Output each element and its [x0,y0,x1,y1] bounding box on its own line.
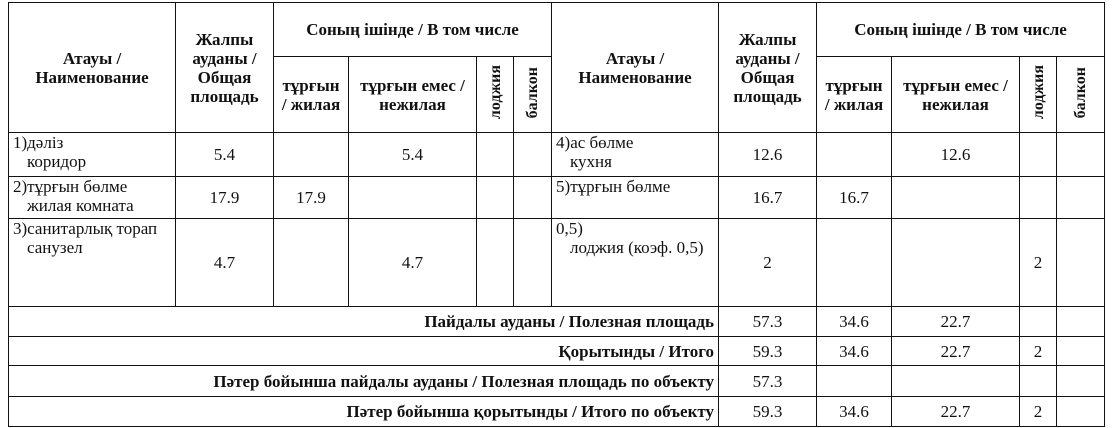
header-including-right: Соның ішінде / В том числе [817,3,1105,57]
header-total-area-left: Жалпы ауданы / Общая площадь [176,3,274,133]
header-name-right: Атауы / Наименование [552,3,719,133]
header-name-left: Атауы / Наименование [9,3,176,133]
totals-label: Пәтер бойынша пайдалы ауданы / Полезная площадь по объекту [9,366,719,397]
totals-total-area: 57.3 [719,366,817,397]
room-loggia-area [477,177,514,219]
header-loggia-right-text: лоджия [1029,65,1047,120]
header-loggia-left-text: лоджия [486,65,504,120]
room-total-area: 16.7 [719,177,817,219]
header-balcony-right [1057,57,1105,133]
header-row-top [9,3,1105,57]
header-nonliving-left: тұрғын емес / нежилая [349,57,477,133]
table-row [9,219,1105,307]
room-name-kz: 5)тұрғын бөлме [556,177,671,196]
room-balcony-area [1057,177,1105,219]
room-name-ru: санузел [27,238,83,257]
room-balcony-area [1057,219,1105,307]
table-row [9,133,1105,177]
totals-balcony-area [1057,397,1105,427]
room-total-area: 4.7 [176,219,274,307]
room-nonliving-area [349,177,477,219]
header-living-left: тұрғын / жилая [274,57,349,133]
totals-nonliving-area [892,366,1020,397]
totals-balcony-area [1057,366,1105,397]
room-total-area: 17.9 [176,177,274,219]
totals-row-total [9,337,1105,366]
room-total-area: 2 [719,219,817,307]
totals-total-area: 57.3 [719,307,817,337]
totals-total-area: 59.3 [719,397,817,427]
table-row [9,177,1105,219]
totals-living-area: 34.6 [817,307,892,337]
room-loggia-area: 2 [1020,219,1057,307]
area-explication-sheet [8,2,1104,426]
room-name-cell [552,133,719,177]
totals-nonliving-area: 22.7 [892,307,1020,337]
header-balcony-right-text: балкон [1072,66,1090,119]
room-name-kz: 0,5) [556,219,583,238]
header-loggia-left [477,57,514,133]
room-name-ru: лоджия (коэф. 0,5) [570,238,704,257]
room-nonliving-area: 5.4 [349,133,477,177]
room-name-cell [552,177,719,219]
totals-label: Қорытынды / Итого [9,337,719,366]
room-name-cell [9,219,176,307]
room-balcony-area [1057,133,1105,177]
totals-loggia-area [1020,366,1057,397]
totals-row-object-total [9,397,1105,427]
header-nonliving-right: тұрғын емес / нежилая [892,57,1020,133]
room-name-kz: 3)санитарлық торап [13,219,158,238]
room-total-area: 5.4 [176,133,274,177]
header-loggia-right [1020,57,1057,133]
header-total-area-right: Жалпы ауданы / Общая площадь [719,3,817,133]
totals-row-useful-area [9,307,1105,337]
totals-total-area: 59.3 [719,337,817,366]
header-including-left: Соның ішінде / В том числе [274,3,552,57]
totals-nonliving-area: 22.7 [892,337,1020,366]
room-name-ru: кухня [570,152,612,171]
room-nonliving-area [892,177,1020,219]
totals-nonliving-area: 22.7 [892,397,1020,427]
totals-living-area: 34.6 [817,397,892,427]
room-living-area: 16.7 [817,177,892,219]
room-total-area: 12.6 [719,133,817,177]
room-name-ru: жилая комната [27,196,134,215]
totals-balcony-area [1057,307,1105,337]
room-name-cell [552,219,719,307]
room-balcony-area [514,133,552,177]
totals-label: Пайдалы ауданы / Полезная площадь [9,307,719,337]
totals-loggia-area [1020,307,1057,337]
header-living-right: тұрғын / жилая [817,57,892,133]
room-name-kz: 1)дәліз [13,133,64,152]
totals-row-object-useful-area [9,366,1105,397]
room-living-area [274,219,349,307]
room-loggia-area [477,133,514,177]
totals-living-area [817,366,892,397]
room-nonliving-area: 12.6 [892,133,1020,177]
totals-living-area: 34.6 [817,337,892,366]
header-balcony-left [514,57,552,133]
room-loggia-area [477,219,514,307]
room-name-kz: 2)тұрғын бөлме [13,177,128,196]
room-living-area [817,219,892,307]
header-balcony-left-text: балкон [524,66,542,119]
room-name-cell [9,177,176,219]
room-name-cell [9,133,176,177]
totals-loggia-area: 2 [1020,337,1057,366]
room-nonliving-area [892,219,1020,307]
room-balcony-area [514,219,552,307]
room-living-area: 17.9 [274,177,349,219]
room-name-kz: 4)ас бөлме [556,133,634,152]
room-nonliving-area: 4.7 [349,219,477,307]
room-name-ru: коридор [27,152,87,171]
room-living-area [817,133,892,177]
totals-balcony-area [1057,337,1105,366]
room-living-area [274,133,349,177]
totals-loggia-area: 2 [1020,397,1057,427]
room-balcony-area [514,177,552,219]
room-loggia-area [1020,177,1057,219]
area-explication-table [8,2,1105,427]
totals-label: Пәтер бойынша қорытынды / Итого по объекту [9,397,719,427]
room-loggia-area [1020,133,1057,177]
